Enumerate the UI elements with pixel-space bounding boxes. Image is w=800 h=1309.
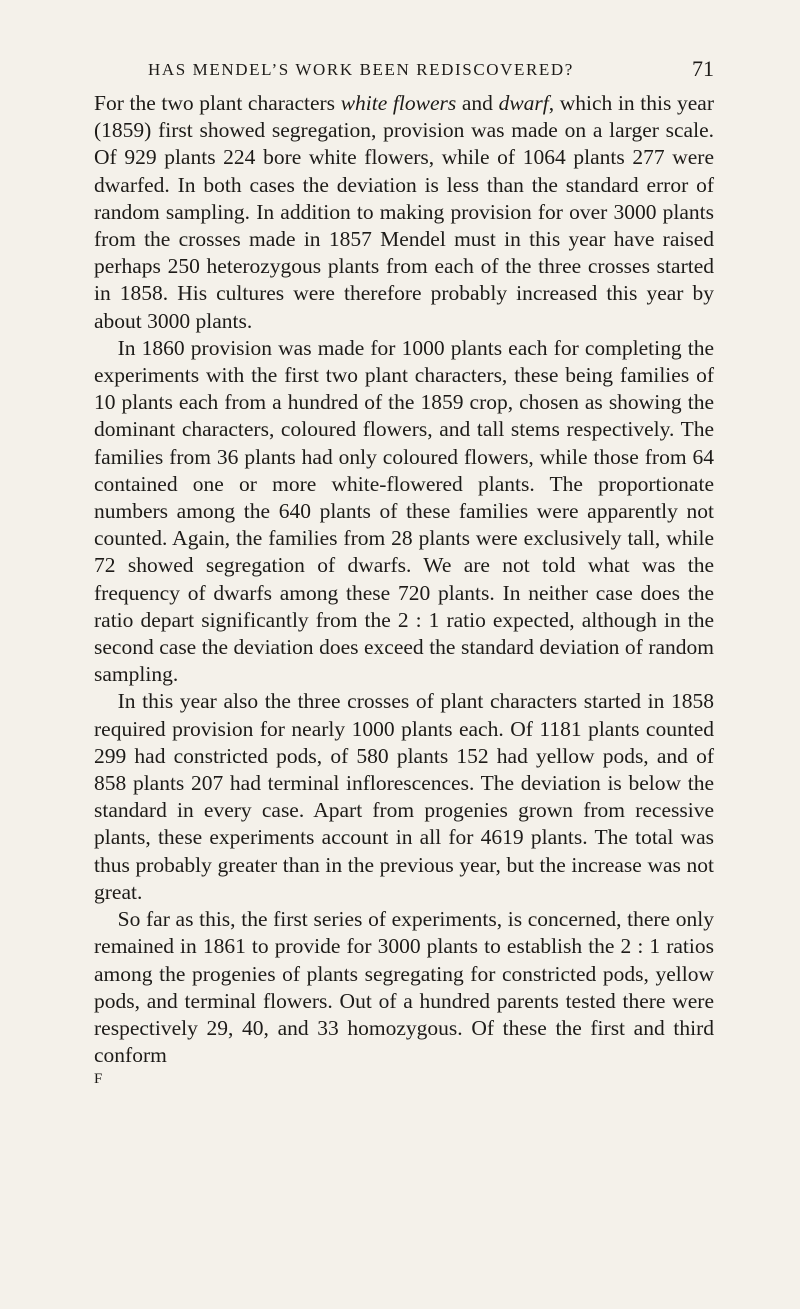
signature-mark: F bbox=[94, 1071, 103, 1088]
paragraph bbox=[94, 90, 714, 335]
text-run: and bbox=[456, 91, 499, 115]
text-run: For the two plant characters bbox=[94, 91, 341, 115]
text-run: In 1860 provision was made for 1000 plants each for completing the experiments with the first two plant characters, these being families of 10 plants each from a hundred of the 1859 crop, chosen as showing the dominant characters, coloured flowers, and tall stems respectively. The families from 36 plants had only coloured flowers, while those from 64 contained one or more white-flowered plants. The proportionate numbers among the 640 plants of these families were apparently not counted. Again, the families from 28 plants were exclusively tall, while 72 showed segregation of dwarfs. We are not told what was the frequency of dwarfs among these 720 plants. In neither case does the ratio depart significantly from the 2 : 1 ratio expected, although in the second case the deviation does exceed the standard deviation of random sampling. bbox=[94, 335, 714, 687]
text-run: In this year also the three crosses of plant characters started in 1858 required provision for nearly 1000 plants each. Of 1181 plants counted 299 had constricted pods, of 580 plants 152 had yellow pods, and of 858 plants 207 had terminal inflorescences. The deviation is below the standard in every case. Apart from progenies grown from recessive plants, these experiments account in all for 4619 plants. The total was thus probably greater than in the previous year, but the increase was not great. bbox=[94, 689, 714, 904]
paragraph bbox=[94, 906, 714, 1069]
paragraph bbox=[94, 335, 714, 689]
italic-phrase: dwarf bbox=[498, 91, 549, 115]
text-run: , which in this year (1859) first showed segregation, provision was made on a larger scale. Of 929 plants 224 bore white flowers, while of 1064 plants 277 were dwarfed. In both cases the deviation is less than the standard error of random sampling. In addition to making provision for over 3000 plants from the crosses made in 1857 Mendel must in this year have raised perhaps 250 heterozygous plants from each of the three crosses started in 1858. His cultures were therefore probably increased this year by about 3000 plants. bbox=[94, 91, 715, 333]
paragraph bbox=[94, 688, 714, 906]
body-text bbox=[94, 90, 714, 1069]
text-run: So far as this, the first series of experiments, is concerned, there only remained in 1861 to provide for 3000 plants to establish the 2 : 1 ratios among the progenies of plants segregating for constricted pods, yellow pods, and terminal flowers. Out of a hundred parents tested there were respectively 29, 40, and 33 homozygous. Of these the first and third conform bbox=[94, 907, 714, 1068]
page-number: 71 bbox=[692, 56, 714, 81]
italic-phrase: white flowers bbox=[340, 91, 457, 115]
running-head bbox=[94, 56, 714, 90]
running-title: HAS MENDEL’S WORK BEEN REDISCOVERED? bbox=[148, 60, 574, 79]
book-page bbox=[94, 56, 714, 1088]
